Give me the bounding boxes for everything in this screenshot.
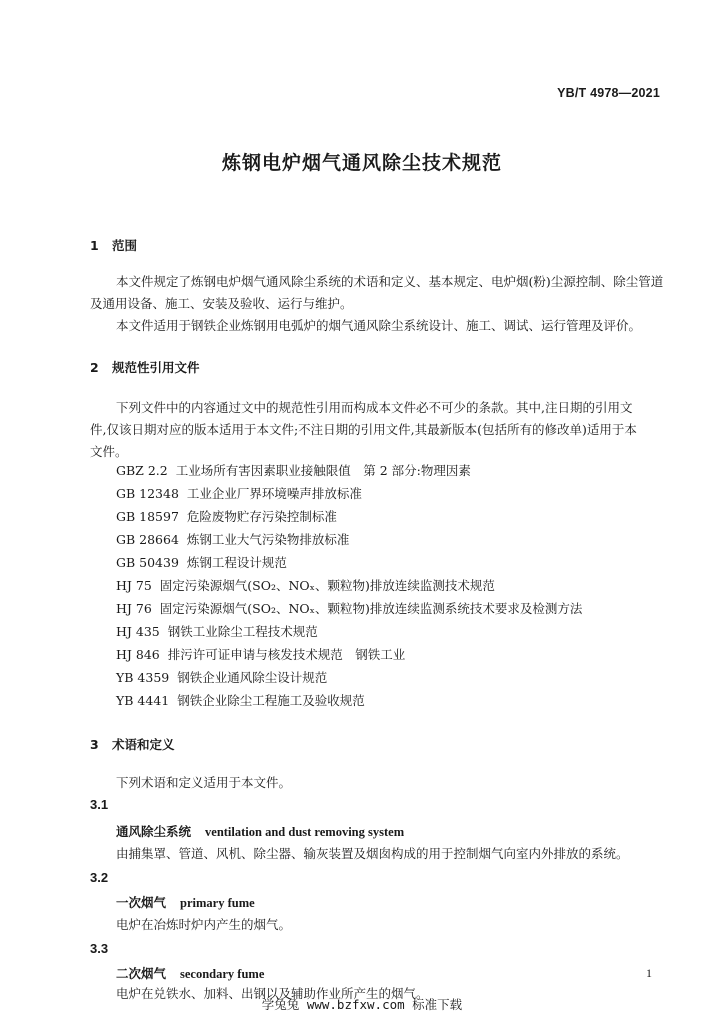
reference-title: 固定污染源烟气(SO₂、NOₓ、颗粒物)排放连续监测技术规范 (159, 578, 495, 593)
reference-item (116, 484, 362, 502)
scope-paragraph-line-2: 及通用设备、施工、安装及验收、运行与维护。 (90, 296, 353, 311)
references-intro-line-2: 件,仅该日期对应的版本适用于本文件;不注日期的引用文件,其最新版本(包括所有的修改单)适用于本 (90, 422, 637, 437)
scope-paragraph-2: 本文件适用于钢铁企业炼钢用电弧炉的烟气通风除尘系统设计、施工、调试、运行管理及评价。 (116, 318, 642, 333)
footer-watermark: 学兔兔 www.bzfxw.com 标准下载 (261, 997, 463, 1012)
section-title: 范围 (112, 238, 138, 253)
reference-title: 钢铁企业除尘工程施工及验收规范 (177, 693, 365, 708)
reference-title: 固定污染源烟气(SO₂、NOₓ、颗粒物)排放连续监测系统技术要求及检测方法 (159, 601, 583, 616)
section-number: 2 (90, 360, 99, 375)
reference-title: 危险废物贮存污染控制标准 (186, 509, 337, 524)
reference-item (116, 461, 471, 479)
term-cn: 二次烟气 (116, 966, 167, 981)
reference-title: 工业企业厂界环境噪声排放标准 (186, 486, 362, 501)
reference-code: HJ 75 (116, 578, 152, 593)
term-entry (116, 964, 264, 982)
reference-code: GB 28664 (116, 532, 179, 547)
section-number: 1 (90, 238, 99, 253)
reference-item (116, 645, 405, 663)
term-definition: 电炉在兑铁水、加料、出钢以及辅助作业所产生的烟气。 (116, 986, 429, 1001)
term-en: ventilation and dust removing system (205, 825, 405, 839)
references-intro-line-1: 下列文件中的内容通过文中的规范性引用而构成本文件必不可少的条款。其中,注日期的引用文 (116, 400, 633, 415)
reference-item (116, 668, 327, 686)
section-title: 规范性引用文件 (112, 360, 200, 375)
term-en: primary fume (180, 896, 255, 910)
term-cn: 一次烟气 (116, 895, 167, 910)
references-intro-line-3: 文件。 (90, 444, 128, 459)
page-number: 1 (646, 966, 652, 980)
reference-code: HJ 76 (116, 601, 152, 616)
term-entry (116, 893, 255, 911)
clause-number: 3.2 (90, 870, 109, 885)
reference-title: 工业场所有害因素职业接触限值 第 2 部分:物理因素 (175, 463, 471, 478)
reference-code: YB 4359 (116, 670, 170, 685)
section-number: 3 (90, 737, 99, 752)
reference-code: GBZ 2.2 (116, 463, 168, 478)
reference-title: 排污许可证申请与核发技术规范 钢铁工业 (167, 647, 406, 662)
reference-item (116, 599, 582, 617)
clause-number: 3.1 (90, 797, 109, 812)
term-en: secondary fume (180, 967, 265, 981)
reference-title: 炼钢工程设计规范 (186, 555, 287, 570)
scope-paragraph-line-1: 本文件规定了炼钢电炉烟气通风除尘系统的术语和定义、基本规定、电炉烟(粉)尘源控制、除尘管道 (116, 274, 664, 289)
term-definition: 由捕集罩、管道、风机、除尘器、输灰装置及烟囱构成的用于控制烟气向室内外排放的系统。 (116, 846, 629, 861)
reference-title: 钢铁工业除尘工程技术规范 (167, 624, 318, 639)
reference-code: HJ 846 (116, 647, 160, 662)
terms-intro: 下列术语和定义适用于本文件。 (116, 775, 292, 790)
term-cn: 通风除尘系统 (116, 824, 192, 839)
reference-item (116, 576, 495, 594)
document-title: 炼钢电炉烟气通风除尘技术规范 (221, 152, 502, 174)
section-title: 术语和定义 (112, 737, 175, 752)
clause-number: 3.3 (90, 941, 109, 956)
reference-title: 钢铁企业通风除尘设计规范 (177, 670, 328, 685)
reference-code: GB 18597 (116, 509, 179, 524)
reference-item (116, 622, 318, 640)
reference-item (116, 553, 287, 571)
standard-code: YB/T 4978—2021 (557, 86, 660, 100)
section-3-heading (90, 735, 175, 753)
reference-item (116, 530, 349, 548)
reference-code: YB 4441 (116, 693, 170, 708)
reference-item (116, 507, 337, 525)
section-1-heading (90, 236, 137, 254)
reference-code: GB 12348 (116, 486, 179, 501)
reference-code: GB 50439 (116, 555, 179, 570)
section-2-heading (90, 358, 200, 376)
term-definition: 电炉在冶炼时炉内产生的烟气。 (116, 917, 292, 932)
reference-code: HJ 435 (116, 624, 160, 639)
term-entry (116, 822, 404, 840)
reference-title: 炼钢工业大气污染物排放标准 (186, 532, 350, 547)
reference-item (116, 691, 365, 709)
